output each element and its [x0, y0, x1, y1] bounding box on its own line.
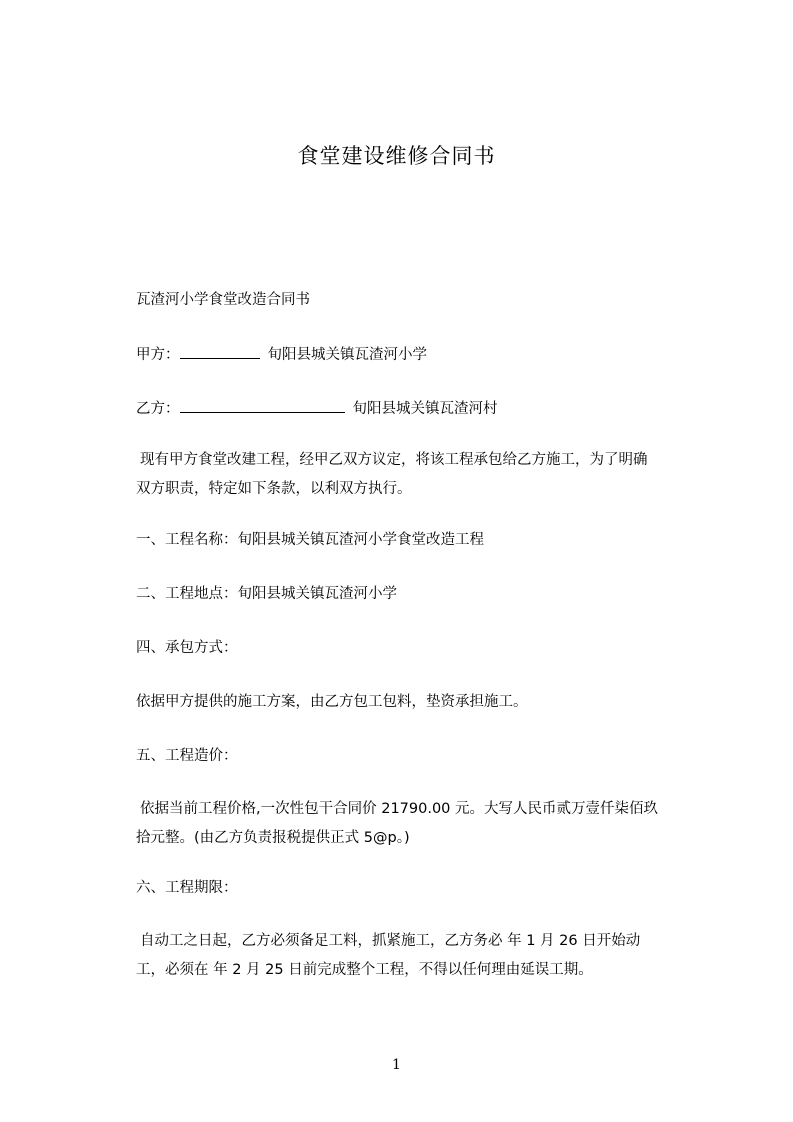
item-period-text: 自动工之日起，乙方必须备足工料，抓紧施工，乙方务必 年 1 月 26 日开始动工，必须在 年 2 月 25 日前完成整个工程，不得以任何理由延误工期。 — [136, 933, 641, 978]
party-a-label: 甲方： — [136, 347, 180, 363]
item-period-paragraph — [136, 927, 661, 985]
page-number: 1 — [392, 1057, 401, 1073]
intro-text: 现有甲方食堂改建工程，经甲乙双方议定，将该工程承包给乙方施工，为了明确双方职责，特定如下条款，以利双方执行。 — [136, 452, 648, 497]
item-contract-method-heading: 四、承包方式： — [136, 640, 238, 656]
party-a-blank — [180, 344, 260, 359]
item-period-heading: 六、工程期限： — [136, 880, 238, 896]
item-contract-method-text: 依据甲方提供的施工方案，由乙方包工包料，垫资承担施工。 — [136, 694, 528, 710]
party-a-value: 旬阳县城关镇瓦渣河小学 — [267, 347, 427, 363]
party-a-line — [136, 344, 427, 365]
item-project-name: 一、工程名称：旬阳县城关镇瓦渣河小学食堂改造工程 — [136, 532, 484, 548]
contract-subtitle: 瓦渣河小学食堂改造合同书 — [136, 292, 310, 308]
item-project-location: 二、工程地点：旬阳县城关镇瓦渣河小学 — [136, 586, 397, 602]
party-b-value: 旬阳县城关镇瓦渣河村 — [352, 401, 498, 417]
party-b-blank — [180, 398, 345, 413]
intro-paragraph — [136, 446, 661, 504]
party-b-line — [136, 398, 498, 419]
item-cost-heading: 五、工程造价： — [136, 748, 238, 764]
item-cost-text: 依据当前工程价格,一次性包干合同价 21790.00 元。大写人民币贰万壹仟柒佰玖拾元整。(由乙方负责报税提供正式 5@p。) — [136, 801, 659, 846]
item-cost-paragraph — [136, 795, 661, 853]
party-b-label: 乙方： — [136, 401, 180, 417]
document-title: 食堂建设维修合同书 — [297, 144, 496, 168]
